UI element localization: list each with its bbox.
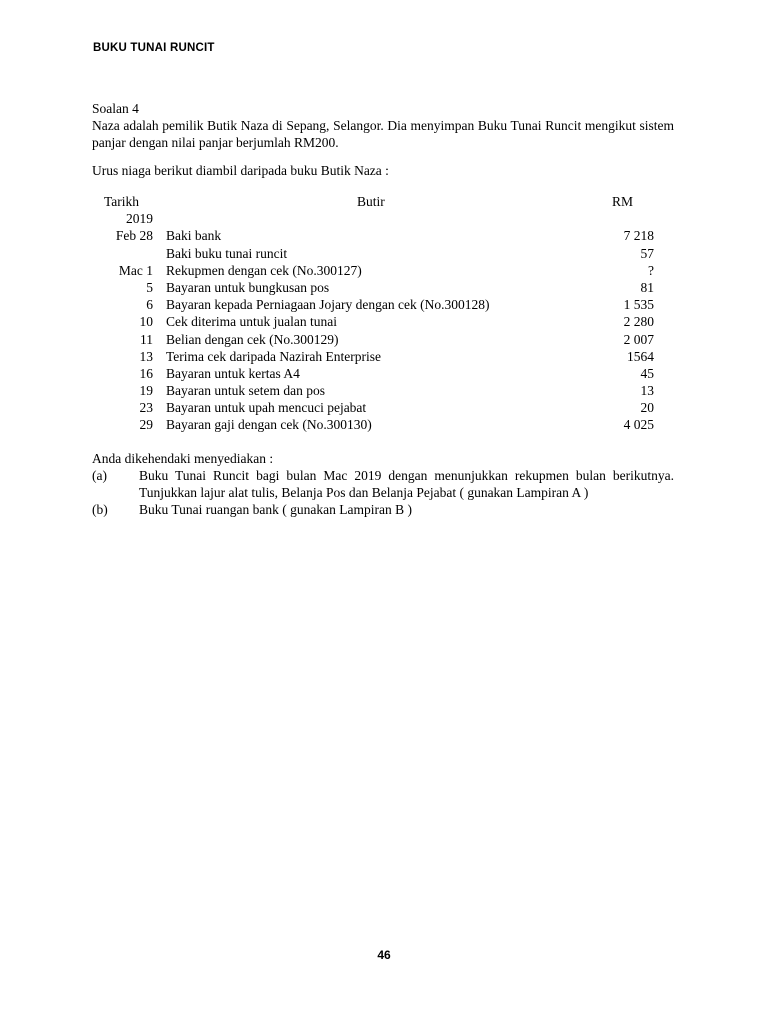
row-date: 16: [139, 365, 153, 381]
row-amount: 2 280: [623, 314, 654, 330]
table-row: [0, 228, 768, 245]
row-date: Mac 1: [118, 262, 153, 278]
table-row: [0, 332, 768, 349]
row-date: 11: [140, 331, 153, 347]
row-description: Cek diterima untuk jualan tunai: [166, 314, 337, 330]
table-header-row: [0, 194, 768, 211]
table-year-row: [0, 211, 768, 228]
row-date: Feb 28: [115, 228, 153, 244]
table-row: [0, 297, 768, 314]
row-description: Baki bank: [166, 228, 222, 244]
row-description: Bayaran untuk setem dan pos: [166, 383, 325, 399]
page-header-title: BUKU TUNAI RUNCIT: [93, 42, 215, 54]
requirements-title: Anda dikehendaki menyediakan :: [92, 451, 274, 466]
row-description: Bayaran untuk kertas A4: [166, 365, 300, 381]
row-description: Baki buku tunai runcit: [166, 245, 288, 261]
requirement-label: (a): [92, 468, 107, 483]
row-amount: 45: [640, 365, 654, 381]
table-row: [0, 366, 768, 383]
table-row: [0, 280, 768, 297]
table-row: [0, 383, 768, 400]
row-description: Bayaran gaji dengan cek (No.300130): [166, 417, 372, 433]
row-amount: 2 007: [623, 331, 654, 347]
table-row: [0, 314, 768, 331]
row-amount: 1564: [627, 348, 654, 364]
question-label: Soalan 4: [92, 101, 139, 116]
row-amount: 81: [640, 279, 654, 295]
table-row: [0, 246, 768, 263]
row-date: 5: [146, 279, 153, 295]
row-date: 13: [139, 348, 153, 364]
table-body: [0, 228, 768, 434]
requirement-item: [92, 467, 692, 501]
row-amount: 13: [640, 383, 654, 399]
table-row: [0, 400, 768, 417]
row-amount: 7 218: [623, 228, 654, 244]
row-date: 6: [146, 297, 153, 313]
table-row: [0, 263, 768, 280]
row-date: 23: [139, 400, 153, 416]
row-description: Bayaran untuk upah mencuci pejabat: [166, 400, 367, 416]
row-description: Belian dengan cek (No.300129): [166, 331, 339, 347]
table-row: [0, 417, 768, 434]
row-description: Rekupmen dengan cek (No.300127): [166, 262, 362, 278]
requirement-item: [92, 501, 692, 518]
row-amount: 4 025: [623, 417, 654, 433]
question-block: [92, 100, 674, 151]
row-amount: 1 535: [623, 297, 654, 313]
header-amount: RM: [612, 194, 634, 209]
header-description: Butir: [357, 194, 385, 209]
row-date: 19: [139, 383, 153, 399]
row-description: Bayaran untuk bungkusan pos: [166, 279, 330, 295]
row-description: Bayaran kepada Perniagaan Jojary dengan cek (No.300128): [166, 297, 490, 313]
transactions-table: [0, 194, 768, 435]
requirement-text: Buku Tunai Runcit bagi bulan Mac 2019 dengan menunjukkan rekupmen bulan berikutnya. Tunjukkan lajur alat tulis, Belanja Pos dan Belanja Pejabat ( gunakan Lampiran A ): [139, 468, 674, 500]
row-amount: ?: [648, 262, 654, 278]
row-date: 29: [139, 417, 153, 433]
row-amount: 20: [640, 400, 654, 416]
row-date: 10: [139, 314, 153, 330]
question-intro: Naza adalah pemilik Butik Naza di Sepang, Selangor. Dia menyimpan Buku Tunai Runcit mengikut sistem panjar dengan nilai panjar berjumlah RM200.: [92, 118, 674, 150]
requirement-label: (b): [92, 502, 108, 517]
page-number: 46: [377, 948, 391, 962]
header-year: 2019: [126, 211, 153, 227]
requirements-block: [92, 450, 692, 518]
header-date: Tarikh: [104, 194, 140, 209]
row-amount: 57: [640, 245, 654, 261]
row-description: Terima cek daripada Nazirah Enterprise: [166, 348, 381, 364]
table-row: [0, 349, 768, 366]
requirement-text: Buku Tunai ruangan bank ( gunakan Lampiran B ): [139, 502, 412, 517]
transactions-lead: Urus niaga berikut diambil daripada buku Butik Naza :: [92, 163, 389, 178]
